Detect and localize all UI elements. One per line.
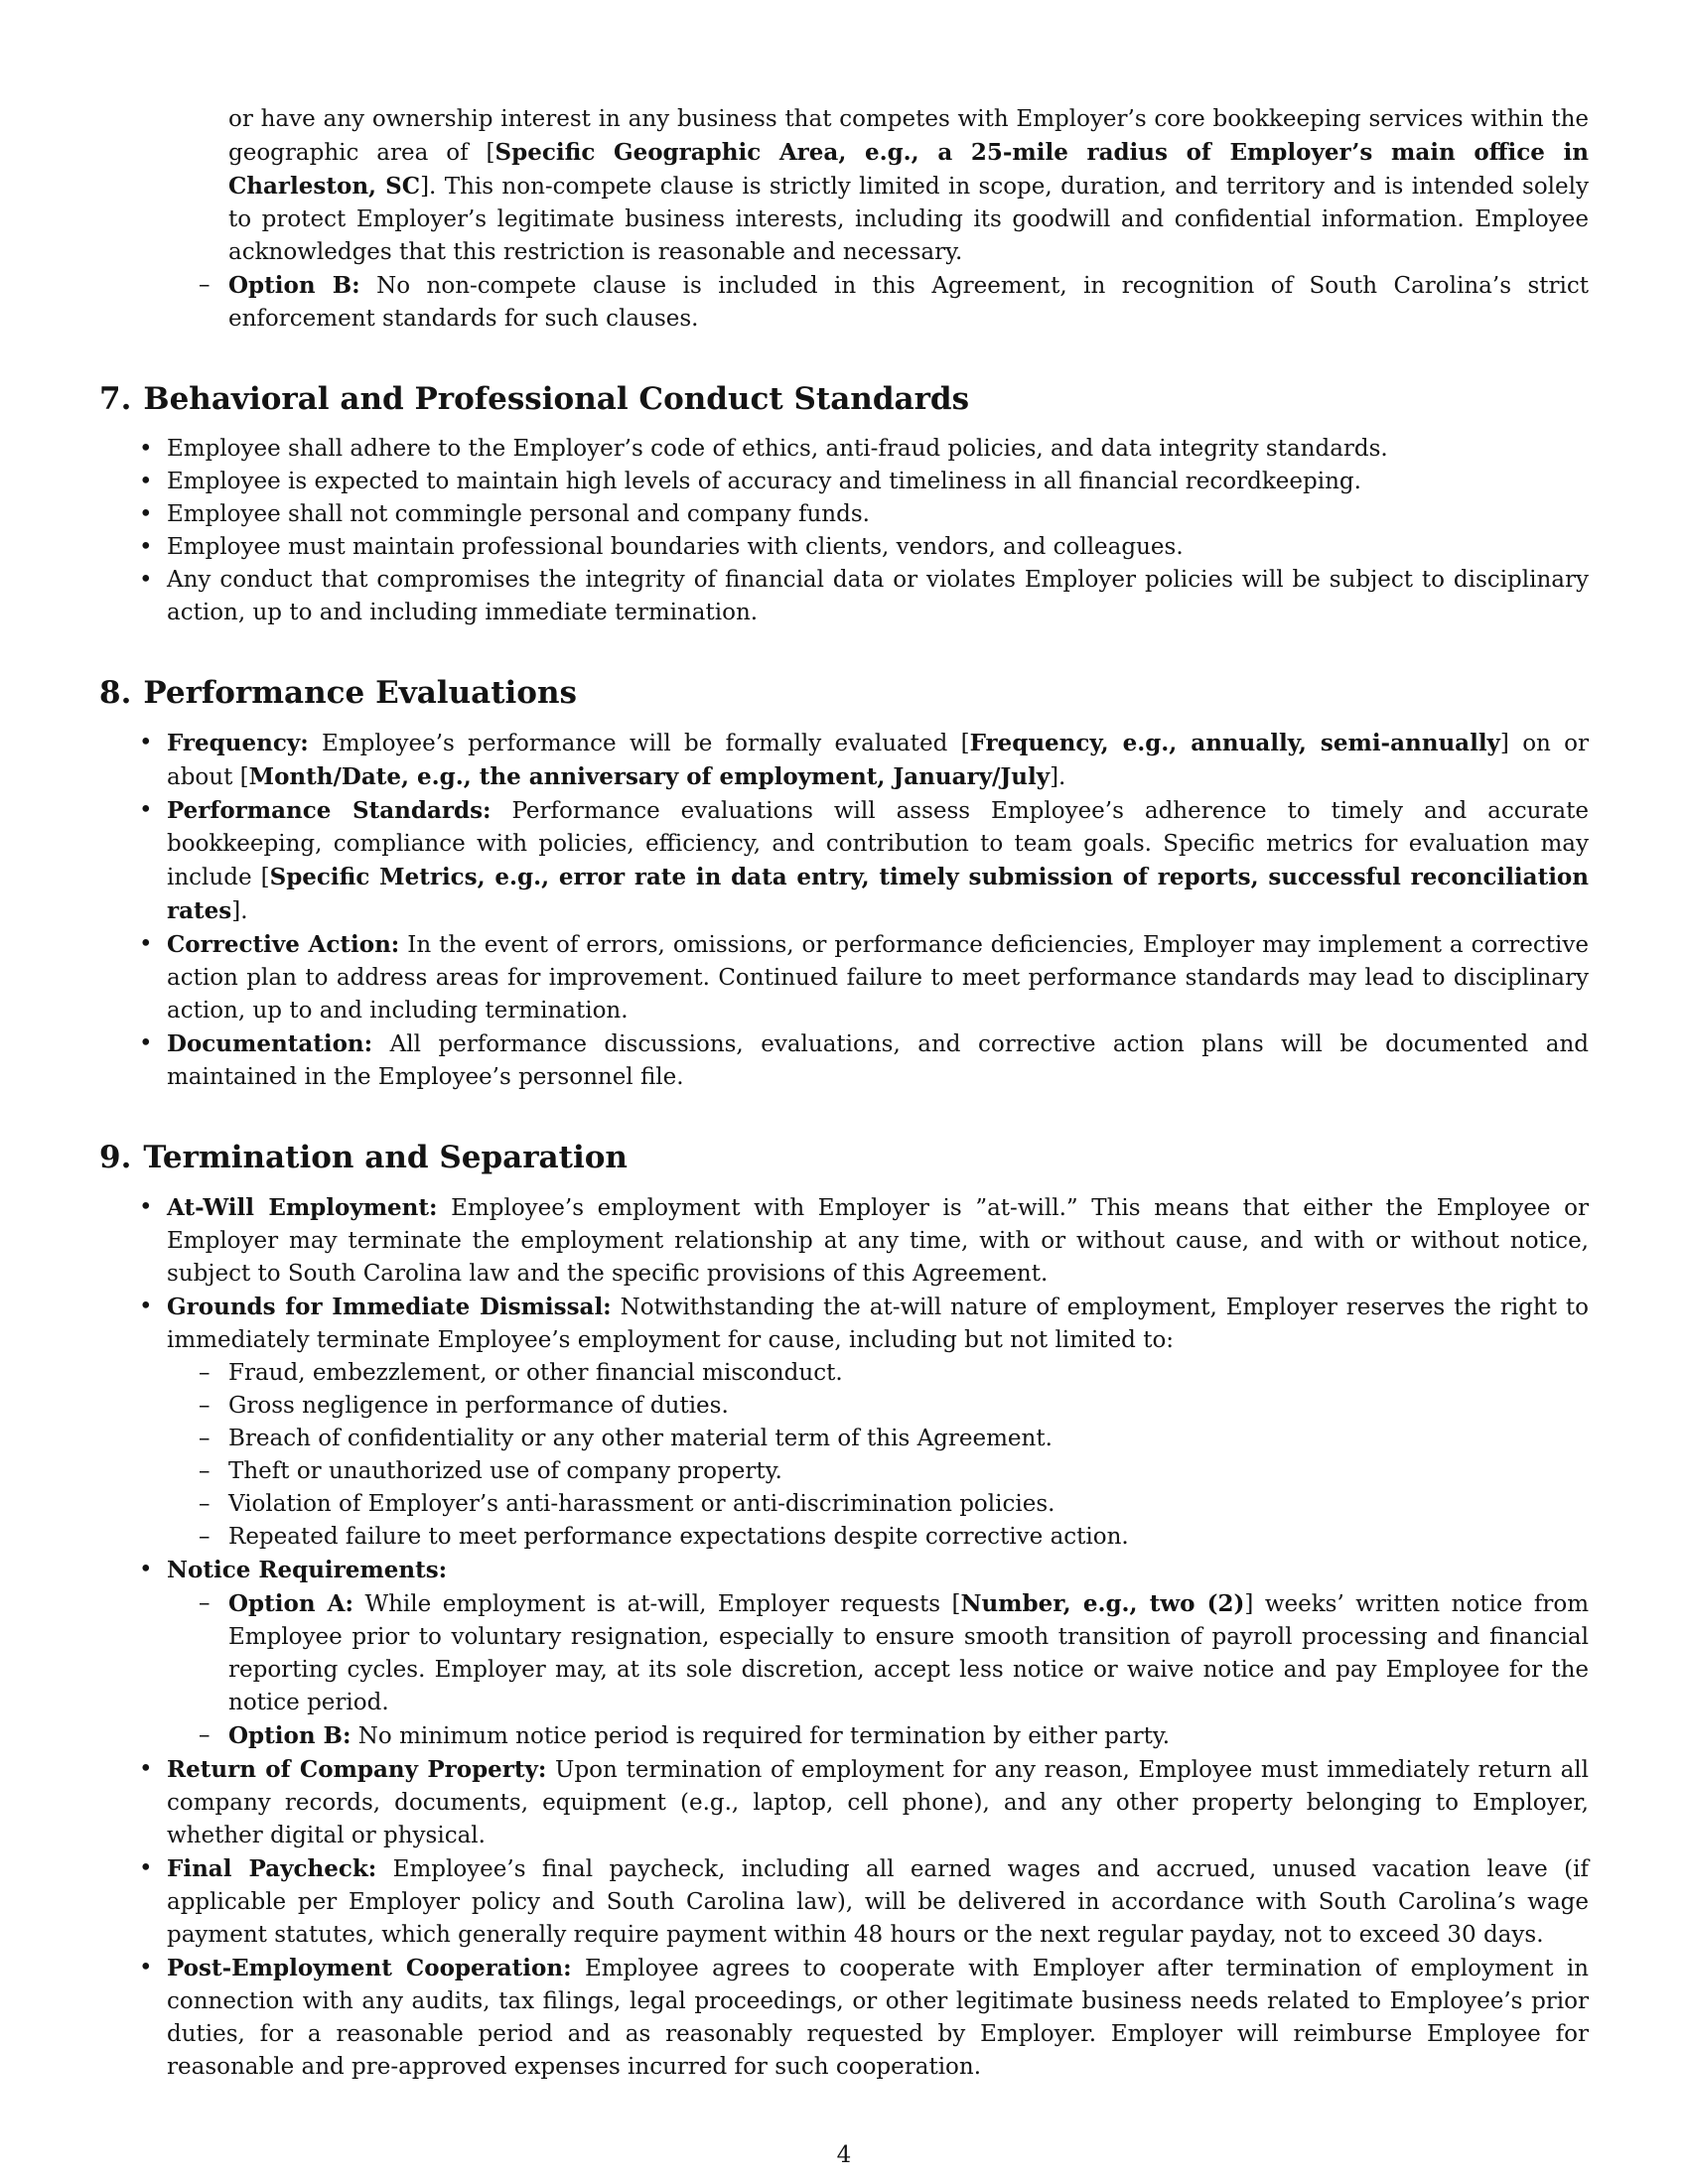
section-title: Behavioral and Professional Conduct Standards [143,381,970,417]
item-text: Notwithstanding the at-will nature of employment, Employer reserves the right to immediately terminate Employee’s employment for cause, including but not limited to: [167,1295,1589,1353]
section-number: 9. [99,1140,132,1175]
section-8-list [167,727,1589,1094]
item-label: Corrective Action: [167,931,400,958]
notice-option-b [228,1719,1589,1753]
list-item-immediate-dismissal [167,1291,1589,1554]
item-text: Employee agrees to cooperate with Employer after termination of employment in connection with any audits, tax filings, legal proceedings, or other legitimate business needs related to Employee’s prior duties, for a reasonable period and as reasonably requested by Employer. Employer will reimburse Employee for reasonable and pre-approved expenses incurred for such cooperation. [167,1956,1589,2080]
placeholder-geographic-area: Specific Geographic Area, e.g., a 25-mile radius of Employer’s main office in Charleston, SC [228,139,1589,200]
list-item: • Employee is expected to maintain high levels of accuracy and timeliness in all financial recordkeeping. [167,466,1589,498]
item-text: All performance discussions, evaluations, and corrective action plans will be documented and maintained in the Employee’s personnel file. [167,1031,1589,1090]
placeholder-frequency: Frequency, e.g., annually, semi-annually [969,730,1500,756]
option-label: Option A: [228,1590,354,1617]
option-text: No minimum notice period is required for termination by either party. [351,1723,1171,1749]
section-7-list [167,433,1589,629]
paragraph-text: or have any ownership interest in any business that competes with Employer’s core bookkeeping services within the geographic area of [ [228,106,1589,166]
item-text: Upon termination of employment for any reason, Employee must immediately return all company records, documents, equipment (e.g., laptop, cell phone), and any other property belonging to Employer, whether digital or physical. [167,1757,1590,1848]
item-label: Performance Standards: [167,797,492,824]
list-item-corrective-action [167,928,1589,1027]
non-compete-option-a-continuation [228,103,1589,269]
section-number: 8. [99,675,132,711]
list-item: • Any conduct that compromises the integrity of financial data or violates Employer policies will be subject to disciplinary action, up to and including immediate termination. [167,564,1589,629]
list-item-post-employment-cooperation [167,1952,1589,2084]
sub-list-item: – Violation of Employer’s anti-harassment or anti-discrimination policies. [228,1488,1589,1521]
sub-list-item: – Breach of confidentiality or any other material term of this Agreement. [228,1423,1589,1455]
section-title: Termination and Separation [143,1140,628,1175]
section-title: Performance Evaluations [143,675,577,711]
item-text: In the event of errors, omissions, or performance deficiencies, Employer may implement a corrective action plan to address areas for improvement. Continued failure to meet performance standards may lead to disciplinary action, up to and including termination. [167,932,1589,1024]
sub-list-item: – Gross negligence in performance of duties. [228,1390,1589,1423]
option-text: While employment is at-will, Employer requests [ [353,1591,961,1617]
section-9-heading [99,1138,1589,1177]
list-item: • Employee shall adhere to the Employer’s code of ethics, anti-fraud policies, and data integrity standards. [167,433,1589,466]
item-label: Final Paycheck: [167,1855,377,1882]
sub-list-item: – Fraud, embezzlement, or other financial misconduct. [228,1357,1589,1390]
list-item-performance-standards [167,794,1589,928]
item-text: Employee’s final paycheck, including all earned wages and accrued, unused vacation leave (if applicable per Employer policy and South Carolina law), will be delivered in accordance with South Carolina’s wage payment statutes, which generally require payment within 48 hours or the next regular payday, not to exceed 30 days. [167,1856,1590,1948]
placeholder-specific-metrics: Specific Metrics, e.g., error rate in data entry, timely submission of reports, successful reconciliation rates [167,864,1590,924]
item-text: ] on or about [ [167,731,1589,790]
placeholder-month-date: Month/Date, e.g., the anniversary of employment, January/July [248,763,1051,790]
list-item: • Employee must maintain professional boundaries with clients, vendors, and colleagues. [167,531,1589,564]
notice-options-list [228,1587,1589,1753]
item-text: Employee’s employment with Employer is ”at-will.” This means that either the Employee or Employer may terminate the employment relationship at any time, with or without cause, and with or without notice, subject to South Carolina law and the specific provisions of this Agreement. [167,1195,1589,1287]
option-text: ] weeks’ written notice from Employee prior to voluntary resignation, especially to ensure smooth transition of payroll processing and financial reporting cycles. Employer may, at its sole discretion, accept less notice or waive notice and pay Employee for the notice period. [228,1591,1590,1715]
option-label: Option B: [228,1722,352,1749]
sub-list-item: – Theft or unauthorized use of company property. [228,1455,1589,1488]
placeholder-notice-weeks: Number, e.g., two (2) [960,1590,1245,1617]
section-9-list [167,1191,1589,2084]
item-text: Employee’s performance will be formally evaluated [ [308,731,970,756]
option-text: No non-compete clause is included in this Agreement, in recognition of South Carolina’s strict enforcement standards for such clauses. [228,273,1589,332]
page-number: 4 [836,2142,852,2168]
item-label: Frequency: [167,730,309,756]
list-item-final-paycheck [167,1852,1589,1952]
section-8-heading [99,673,1589,713]
option-label: Option B: [228,272,360,299]
non-compete-option-b [228,269,1589,336]
item-label: Notice Requirements: [167,1557,448,1583]
section-number: 7. [99,381,132,417]
list-item-documentation [167,1027,1589,1094]
item-label: Documentation: [167,1030,373,1057]
notice-option-a [228,1587,1589,1719]
paragraph-text: ]. This non-compete clause is strictly limited in scope, duration, and territory and is intended solely to protect Employer’s legitimate business interests, including its goodwill and confidential information. Employee acknowledges that this restriction is reasonable and necessary. [228,174,1589,265]
dismissal-grounds-list [228,1357,1589,1554]
document-page [99,103,1589,2084]
list-item-notice-requirements [167,1554,1589,1753]
item-label: Post-Employment Cooperation: [167,1955,572,1981]
list-item: • Employee shall not commingle personal and company funds. [167,498,1589,531]
item-label: At-Will Employment: [167,1194,438,1221]
item-text: ]. [231,898,248,924]
section-7-heading [99,379,1589,419]
item-label: Grounds for Immediate Dismissal: [167,1294,612,1320]
sub-list-item: – Repeated failure to meet performance expectations despite corrective action. [228,1521,1589,1554]
list-item-return-property [167,1753,1589,1852]
item-text: ]. [1050,764,1066,790]
item-label: Return of Company Property: [167,1756,547,1783]
list-item-frequency [167,727,1589,794]
item-text: Performance evaluations will assess Employee’s adherence to timely and accurate bookkeeping, compliance with policies, efficiency, and contribution to team goals. Specific metrics for evaluation may include [ [167,798,1589,890]
list-item-at-will [167,1191,1589,1291]
